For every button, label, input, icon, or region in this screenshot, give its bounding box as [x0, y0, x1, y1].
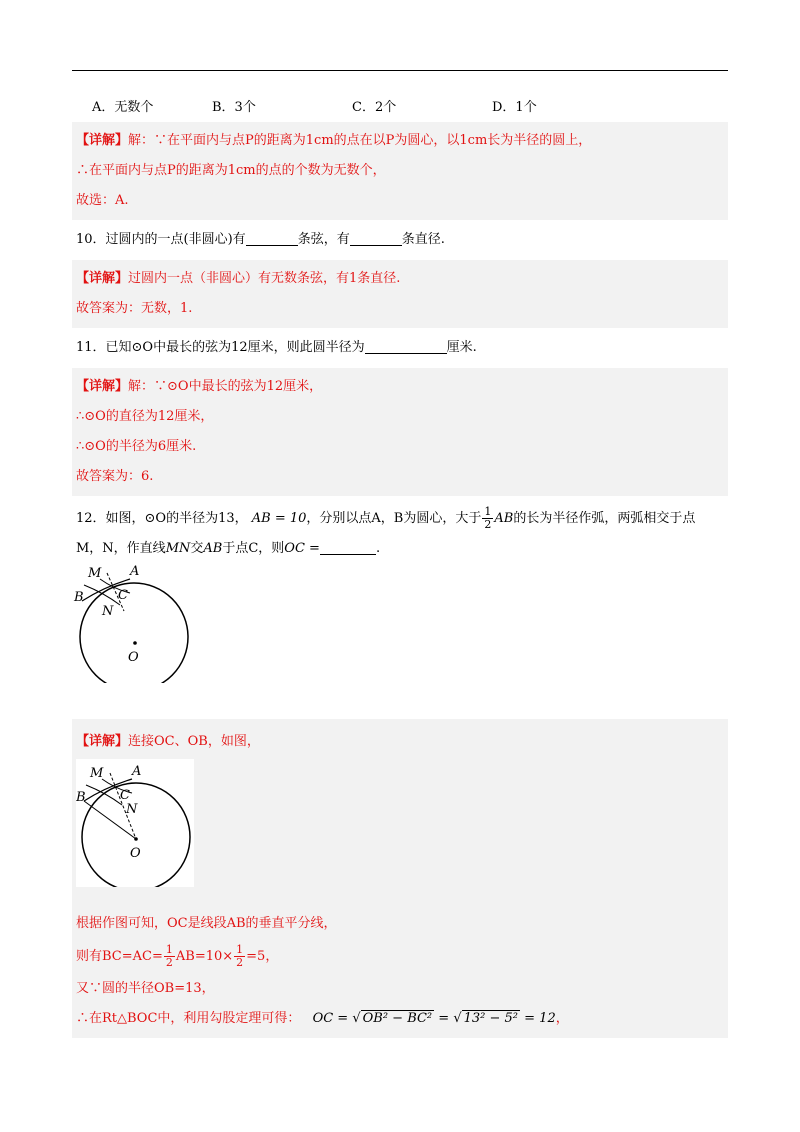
q9-line3: 故选：A. — [76, 193, 129, 208]
q10-blank-1 — [246, 232, 298, 246]
q11-answer — [72, 368, 728, 496]
choice-c: C．2个 — [352, 100, 397, 115]
choice-a: A．无数个 — [92, 100, 154, 115]
q12-line3: 则有BC=AC= $\frac{1}{2}$ AB=10× $\frac{1}{2}$ =5， — [76, 943, 279, 969]
q12-line2: 根据作图可知，OC是线段AB的垂直平分线， — [76, 916, 337, 931]
q11-stem: 11．已知⊙O中最长的弦为12厘米，则此圆半径为 厘米. — [76, 340, 477, 355]
q9-answer — [72, 122, 728, 220]
q12-line1: 【详解】连接OC、OB，如图， — [76, 734, 260, 749]
label-n: N — [102, 604, 114, 619]
label-a: A — [130, 564, 140, 579]
choice-d: D．1个 — [492, 100, 537, 115]
q11-line4: 故答案为：6. — [76, 469, 154, 484]
q12-stem-line2: M，N，作直线MN交AB于点C，则OC = . — [76, 541, 381, 556]
q9-choices — [92, 92, 728, 122]
circle-o — [80, 583, 188, 683]
point-o — [133, 641, 137, 645]
svg-text:B: B — [76, 790, 86, 805]
label-m: M — [88, 566, 102, 581]
q12-line4: 又∵圆的半径OB=13， — [76, 981, 215, 996]
label-b: B — [74, 590, 84, 605]
q10-answer — [72, 260, 728, 328]
label-o: O — [128, 650, 139, 665]
q12-answer — [72, 719, 728, 1038]
q9-line1: 【详解】解：∵在平面内与点P的距离为1cm的点在以P为圆心，以1cm长为半径的圆上， — [76, 133, 592, 148]
q11-blank — [365, 340, 447, 354]
q11-line3: ∴⊙O的半径为6厘米. — [76, 439, 197, 454]
q12-answer-figure — [76, 759, 194, 887]
pythagoras-formula: OC = √ OB² − BC² = √ 13² − 5² = 12 — [312, 1011, 556, 1026]
svg-text:N: N — [126, 802, 138, 817]
fraction-half: $\frac{1}{2}$ — [484, 505, 492, 531]
q10-stem: 10．过圆内的一点(非圆心)有 条弦，有 条直径. — [76, 232, 445, 247]
q9-line2: ∴在平面内与点P的距离为1cm的点的个数为无数个， — [76, 163, 386, 178]
q10-line2: 故答案为：无数，1. — [76, 301, 193, 316]
content — [72, 92, 728, 1038]
svg-text:O: O — [130, 846, 141, 861]
q12-blank — [320, 541, 376, 555]
choice-b: B．3个 — [212, 100, 256, 115]
svg-text:M: M — [90, 766, 104, 781]
q12-stem-line1: 12．如图，⊙O的半径为13， AB = 10，分别以点A，B为圆心，大于 $\frac{1}{2}$ AB的长为半径作弧，两弧相交于点 — [76, 505, 696, 531]
q11-line2: ∴⊙O的直径为12厘米， — [76, 409, 214, 424]
q10-line1: 【详解】过圆内一点（非圆心）有无数条弦，有1条直径. — [76, 271, 401, 286]
q12-line5: ∴在Rt△BOC中，利用勾股定理可得： OC = √ OB² − BC² = √ 13² − 5² = 12， — [76, 1011, 569, 1026]
q12-figure — [72, 563, 192, 683]
header-rule — [72, 70, 728, 71]
q11-line1: 【详解】解：∵⊙O中最长的弦为12厘米， — [76, 379, 323, 394]
svg-text:A: A — [132, 764, 142, 779]
svg-text:C: C — [120, 788, 130, 803]
q10-blank-2 — [350, 232, 402, 246]
q12-answer-figure-box — [76, 759, 194, 887]
detail-tag: 【详解】 — [76, 133, 129, 148]
label-c: C — [118, 588, 128, 603]
